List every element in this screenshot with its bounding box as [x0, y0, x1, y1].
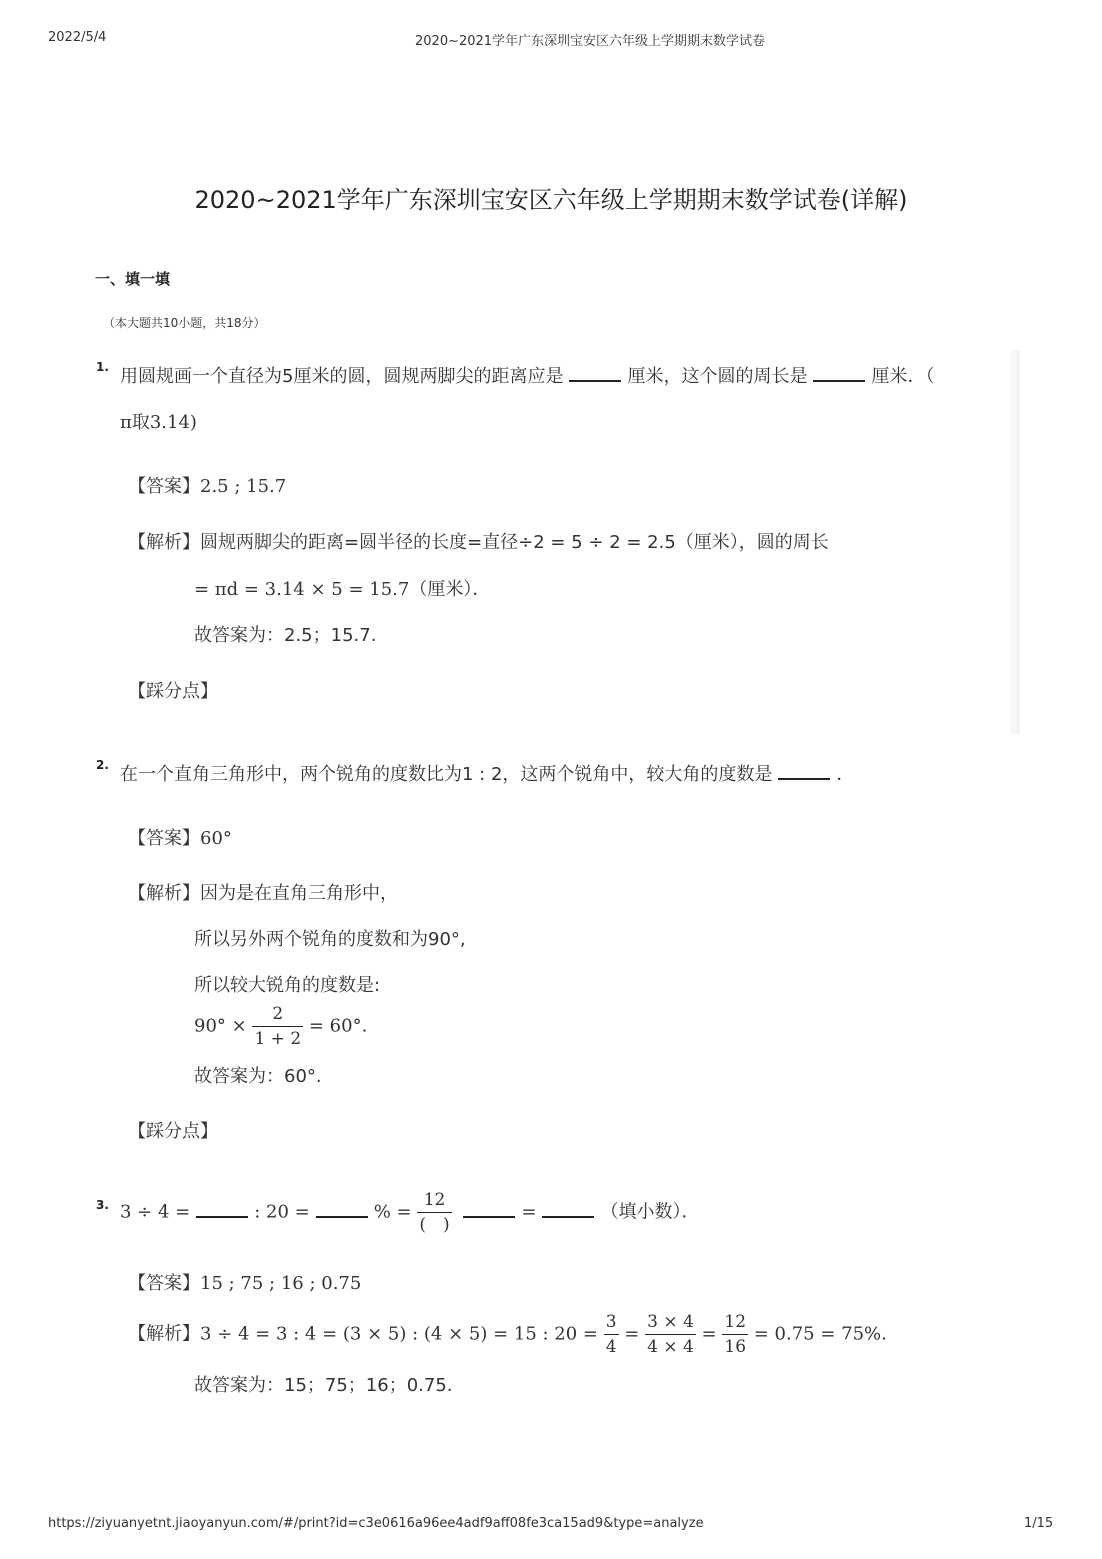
- q2-fraction-numerator: 2: [272, 1004, 284, 1024]
- q3-part4: =: [521, 1201, 537, 1223]
- q3-fraction: [417, 1188, 451, 1237]
- q1-analysis-line2: = πd = 3.14 × 5 = 15.7（厘米）．: [194, 579, 491, 600]
- answer-label: 【答案】: [128, 1273, 200, 1294]
- q3-blank-1: [196, 1215, 248, 1218]
- page-number: 1/15: [1024, 1516, 1054, 1531]
- q3-frac-3: [722, 1310, 748, 1359]
- q1-blank-2: [813, 379, 865, 382]
- q1-answer-value: 2.5 ; 15.7: [200, 476, 287, 497]
- answer-label: 【答案】: [128, 828, 200, 849]
- q1-points-label: 【踩分点】: [128, 681, 218, 702]
- q1-blank-1: [569, 379, 621, 382]
- analysis-label: 【解析】: [128, 1323, 200, 1345]
- q2-analysis-line5: 故答案为：60°.: [194, 1066, 322, 1087]
- q1-part2: 厘米，这个圆的周长是: [627, 366, 808, 387]
- q3-frac-3-den: 16: [722, 1334, 748, 1359]
- section-note: （本大题共10小题，共18分）: [103, 316, 266, 330]
- q1-analysis-line1: 圆规两脚尖的距离=圆半径的长度=直径÷2 = 5 ÷ 2 = 2.5（厘米），圆的周长: [200, 532, 829, 553]
- q3-eq-2: =: [701, 1323, 717, 1345]
- q1-analysis: [128, 528, 829, 554]
- q1-answer: [128, 472, 286, 498]
- q3-analysis-pre: 3 ÷ 4 = 3 : 4 = (3 × 5) : (4 × 5) = 15 : 20 =: [200, 1323, 598, 1345]
- q3-part2: : 20 =: [254, 1201, 310, 1223]
- q2-analysis: [128, 879, 398, 905]
- q3-frac-1-num: 3: [605, 1312, 617, 1332]
- question-number-2: 2.: [96, 758, 109, 772]
- print-header-title: 2020~2021学年广东深圳宝安区六年级上学期期末数学试卷: [415, 34, 766, 49]
- question-number-3: 3.: [96, 1198, 109, 1212]
- q3-eq-1: =: [624, 1323, 640, 1345]
- question-1-text: [120, 362, 934, 388]
- q2-analysis-line2: 所以另外两个锐角的度数和为90°,: [194, 929, 466, 950]
- q3-analysis: [128, 1310, 887, 1359]
- q3-frac-3-num: 12: [724, 1312, 747, 1332]
- q3-part5: （填小数）．: [600, 1201, 700, 1223]
- q2-part2: ．: [836, 764, 855, 785]
- q1-part1: 用圆规画一个直径为5厘米的圆，圆规两脚尖的距离应是: [120, 366, 564, 387]
- q3-frac-2-num: 3 × 4: [647, 1312, 694, 1332]
- q3-fraction-numerator: 12: [423, 1190, 446, 1210]
- answer-label: 【答案】: [128, 476, 200, 497]
- q2-answer-value: 60°: [200, 828, 232, 849]
- q3-analysis-post: = 0.75 = 75%.: [753, 1323, 887, 1345]
- q3-analysis-line2: 故答案为：15；75；16；0.75.: [194, 1375, 453, 1396]
- q3-frac-1-den: 4: [604, 1334, 619, 1359]
- q1-pi-note: π取3.14): [120, 412, 197, 433]
- q3-fraction-denominator: ( ): [417, 1212, 451, 1237]
- q2-analysis-line3: 所以较大锐角的度数是:: [194, 975, 381, 996]
- q3-part3: % =: [373, 1201, 412, 1223]
- analysis-label: 【解析】: [128, 532, 200, 553]
- q2-analysis-line1: 因为是在直角三角形中，: [200, 883, 398, 904]
- q2-fraction-denominator: 1 + 2: [252, 1026, 303, 1051]
- q3-part1: 3 ÷ 4 =: [120, 1201, 191, 1223]
- q2-fraction: [252, 1002, 303, 1051]
- q2-answer: [128, 824, 232, 850]
- footer-url[interactable]: https://ziyuanyetnt.jiaoyanyun.com/#/print?id=c3e0616a96ee4adf9aff08fe3ca15ad9&type=analyze: [48, 1516, 704, 1531]
- question-number-1: 1.: [96, 360, 109, 374]
- q3-frac-2: [645, 1310, 696, 1359]
- q2-analysis-formula: [194, 1002, 367, 1051]
- page-title: 2020~2021学年广东深圳宝安区六年级上学期期末数学试卷(详解): [194, 186, 908, 214]
- q3-blank-4: [542, 1215, 594, 1218]
- q1-analysis-line3: 故答案为：2.5；15.7.: [194, 625, 377, 646]
- q2-blank-1: [778, 777, 830, 780]
- q3-blank-3: [463, 1215, 515, 1218]
- q3-frac-2-den: 4 × 4: [645, 1334, 696, 1359]
- analysis-label: 【解析】: [128, 883, 200, 904]
- q3-frac-1: [604, 1310, 619, 1359]
- q2-points-label: 【踩分点】: [128, 1121, 218, 1142]
- section-heading: 一、填一填: [95, 270, 171, 288]
- print-date: 2022/5/4: [48, 30, 107, 45]
- question-2-text: [120, 760, 854, 786]
- q2-formula-post: = 60°.: [308, 1015, 368, 1037]
- scroll-shade: [1010, 350, 1020, 735]
- q3-blank-2: [316, 1215, 368, 1218]
- q2-part1: 在一个直角三角形中，两个锐角的度数比为1 : 2，这两个锐角中，较大角的度数是: [120, 764, 773, 785]
- q2-formula-pre: 90° ×: [194, 1015, 247, 1037]
- q1-part3: 厘米．（: [871, 366, 935, 387]
- q3-answer: [128, 1269, 361, 1295]
- q3-answer-value: 15 ; 75 ; 16 ; 0.75: [200, 1273, 362, 1294]
- question-3-text: [120, 1188, 699, 1237]
